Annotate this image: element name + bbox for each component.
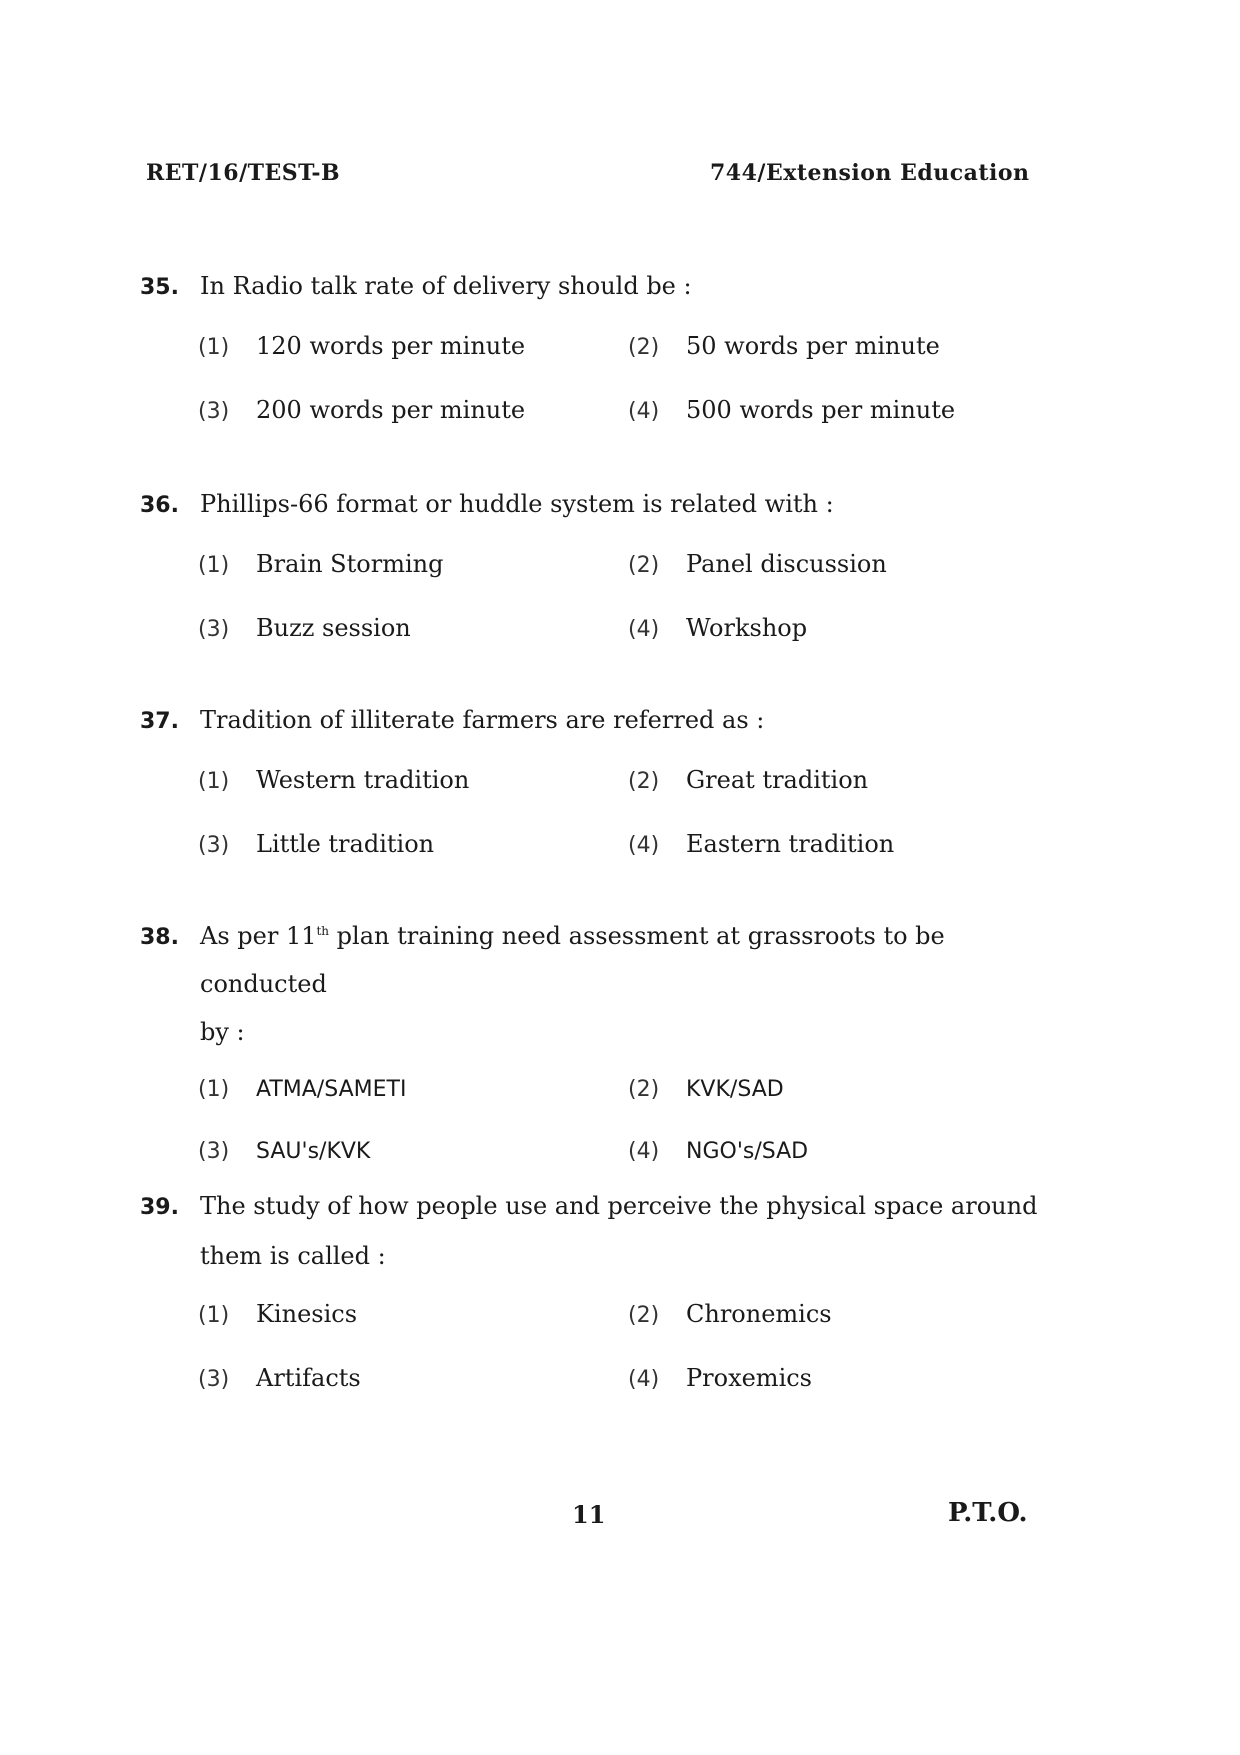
- option-3: [198, 604, 628, 654]
- option-number: (4): [628, 833, 660, 858]
- option-3: [198, 820, 628, 870]
- question-text: Phillips-66 format or huddle system is related with :: [200, 490, 834, 518]
- option-text: Great tradition: [686, 766, 869, 794]
- option-number: (3): [198, 833, 230, 858]
- question-number: 36.: [140, 493, 179, 518]
- option-4: [628, 604, 1058, 654]
- option-text: 500 words per minute: [686, 396, 956, 424]
- option-number: (4): [628, 617, 660, 642]
- question-number: 37.: [140, 709, 179, 734]
- option-text: SAU's/KVK: [256, 1139, 371, 1164]
- question-number: 38.: [140, 925, 179, 950]
- option-2: [628, 540, 1058, 590]
- option-number: (3): [198, 1367, 230, 1392]
- question-36: [140, 480, 1060, 654]
- option-1: [198, 1290, 628, 1340]
- option-3: [198, 386, 628, 436]
- question-38: [140, 912, 1060, 1176]
- question-text: The study of how people use and perceive the physical space around: [200, 1192, 1038, 1220]
- option-number: (2): [628, 769, 660, 794]
- options: [198, 756, 1060, 870]
- options: [198, 322, 1060, 436]
- please-turn-over: P.T.O.: [948, 1498, 1028, 1528]
- question-39: [140, 1182, 1060, 1404]
- option-number: (2): [628, 1303, 660, 1328]
- option-number: (4): [628, 1139, 660, 1164]
- option-2: [628, 1290, 1058, 1340]
- option-3: [198, 1128, 628, 1176]
- option-number: (3): [198, 1139, 230, 1164]
- option-text: 120 words per minute: [256, 332, 526, 360]
- question-text-continued: by :: [200, 1018, 245, 1046]
- question-text: [200, 912, 1060, 1008]
- option-number: (1): [198, 553, 230, 578]
- options: [198, 540, 1060, 654]
- option-4: [628, 1354, 1058, 1404]
- option-number: (3): [198, 399, 230, 424]
- option-text: Little tradition: [256, 830, 435, 858]
- option-number: (2): [628, 1077, 660, 1102]
- option-4: [628, 386, 1058, 436]
- option-2: [628, 322, 1058, 372]
- option-number: (4): [628, 1367, 660, 1392]
- question-37: [140, 696, 1060, 870]
- option-text: Kinesics: [256, 1300, 358, 1328]
- option-text: NGO's/SAD: [686, 1139, 809, 1164]
- option-3: [198, 1354, 628, 1404]
- option-2: [628, 756, 1058, 806]
- option-4: [628, 820, 1058, 870]
- question-text: In Radio talk rate of delivery should be :: [200, 272, 692, 300]
- option-number: (1): [198, 1077, 230, 1102]
- option-number: (1): [198, 769, 230, 794]
- option-text: Workshop: [686, 614, 808, 642]
- question-number: 35.: [140, 275, 179, 300]
- question-text-part: As per 11: [200, 922, 317, 950]
- option-text: Buzz session: [256, 614, 411, 642]
- option-text: Western tradition: [256, 766, 470, 794]
- option-text: 200 words per minute: [256, 396, 526, 424]
- option-2: [628, 1066, 1058, 1114]
- option-1: [198, 756, 628, 806]
- option-text: Chronemics: [686, 1300, 832, 1328]
- option-number: (2): [628, 335, 660, 360]
- option-text: KVK/SAD: [686, 1077, 784, 1102]
- option-1: [198, 1066, 628, 1114]
- option-text: ATMA/SAMETI: [256, 1077, 407, 1102]
- option-4: [628, 1128, 1058, 1176]
- option-1: [198, 322, 628, 372]
- option-text: Panel discussion: [686, 550, 887, 578]
- question-text-part: plan training need assessment at grassroots to be conducted: [200, 922, 945, 998]
- option-text: Eastern tradition: [686, 830, 895, 858]
- option-text: Brain Storming: [256, 550, 444, 578]
- question-text-continued: them is called :: [200, 1242, 386, 1270]
- option-text: 50 words per minute: [686, 332, 940, 360]
- paper-code: RET/16/TEST-B: [146, 160, 341, 186]
- option-number: (2): [628, 553, 660, 578]
- options: [198, 1290, 1060, 1404]
- question-35: [140, 262, 1060, 436]
- option-number: (4): [628, 399, 660, 424]
- option-1: [198, 540, 628, 590]
- option-number: (1): [198, 1303, 230, 1328]
- question-number: 39.: [140, 1195, 179, 1220]
- subject-title: 744/Extension Education: [710, 160, 1030, 186]
- question-text: Tradition of illiterate farmers are referred as :: [200, 706, 765, 734]
- options: [198, 1066, 1060, 1176]
- option-text: Proxemics: [686, 1364, 812, 1392]
- option-text: Artifacts: [256, 1364, 361, 1392]
- page-number: 11: [572, 1500, 606, 1529]
- ordinal-superscript: th: [316, 924, 330, 938]
- option-number: (3): [198, 617, 230, 642]
- option-number: (1): [198, 335, 230, 360]
